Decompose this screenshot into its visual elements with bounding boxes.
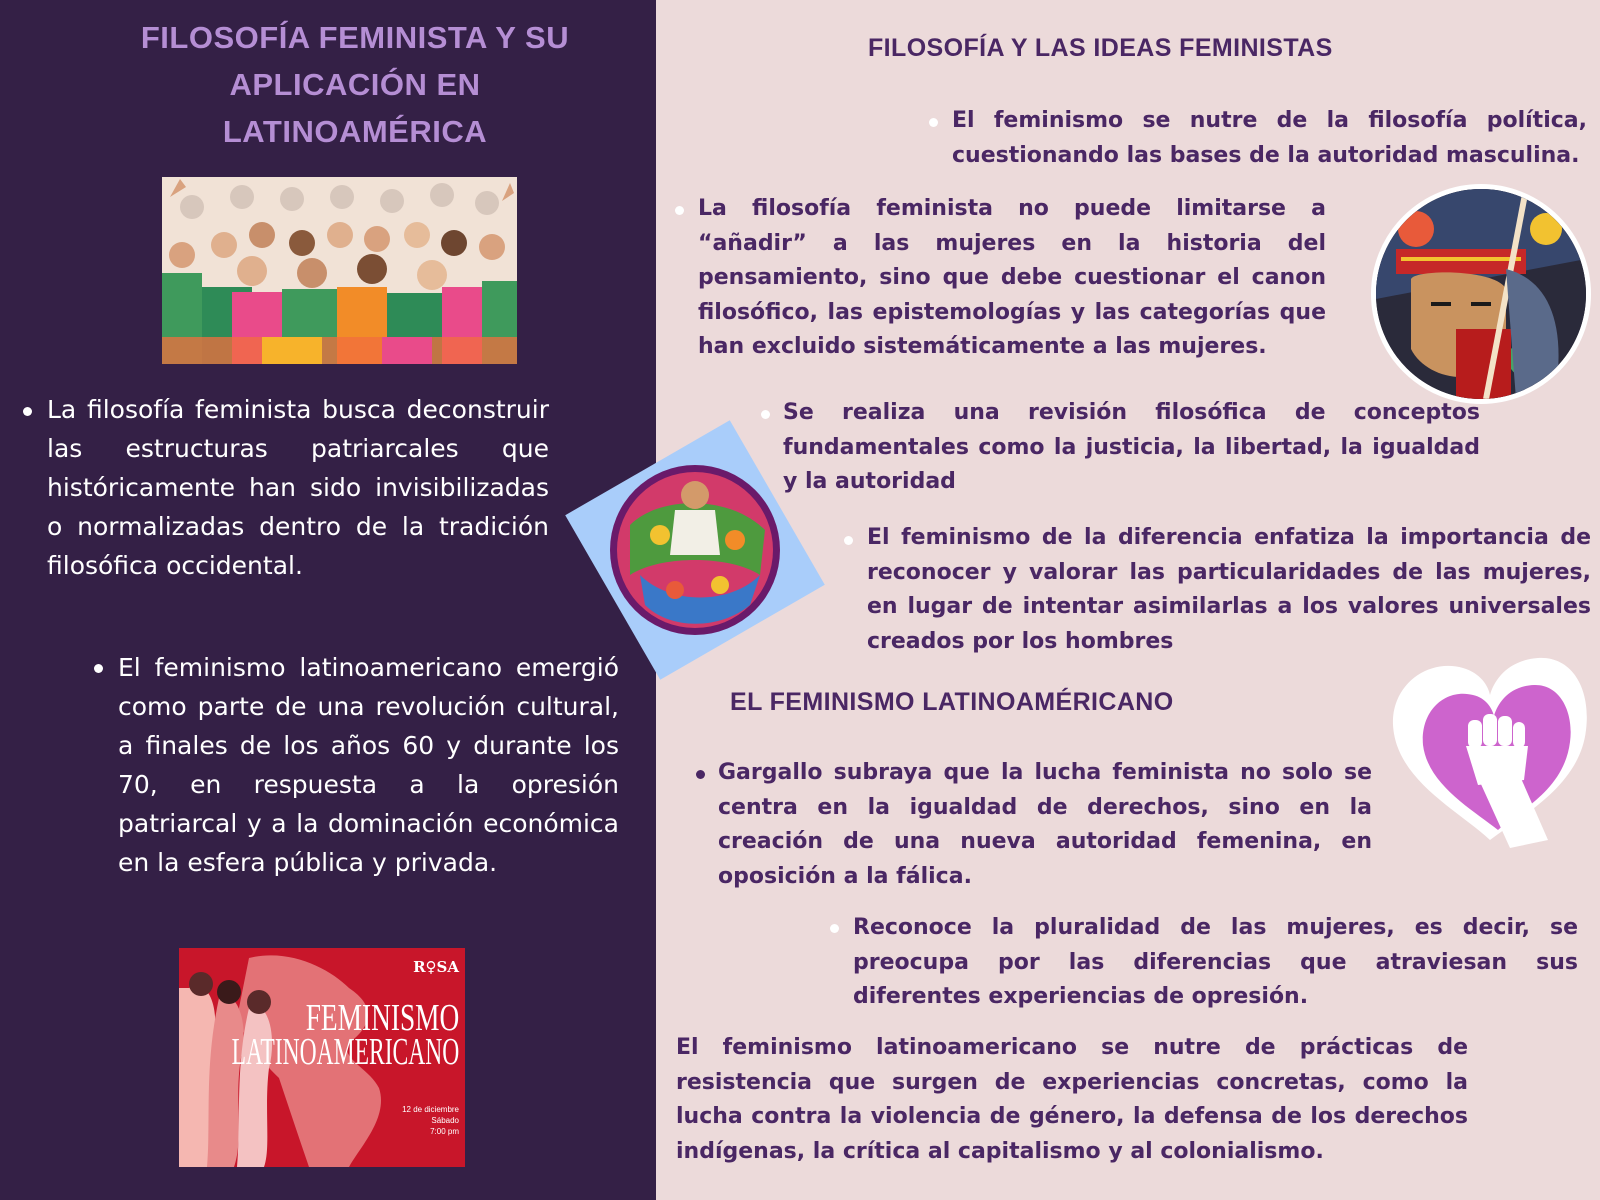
left-title-line: FILOSOFÍA FEMINISTA Y SU (140, 20, 570, 55)
right-bullet-3: Se realiza una revisión filosófica de conceptos fundamentales como la justicia, la libertad, la igualdad y la autoridad (783, 400, 1480, 494)
right-paragraph: El feminismo latinoamericano se nutre de prácticas de resistencia que surgen de experiencias concretas, como la lucha contra la violencia de género, la defensa de los derechos indígenas, la crítica al capitalismo y al colonialismo. (676, 1035, 1468, 1164)
poster-title-line1: FEMINISMO (305, 997, 459, 1039)
right-bullet-5: Gargallo subraya que la lucha feminista no solo se centra en la igualdad de derechos, sino en la creación de una nueva autoridad femenina, en oposición a la fálica. (718, 760, 1372, 889)
right-title-1: FILOSOFÍA Y LAS IDEAS FEMINISTAS (868, 34, 1333, 62)
right-title-2: EL FEMINISMO LATINOAMÉRICANO (730, 688, 1174, 716)
bullet-dot (94, 664, 103, 673)
left-bullet-1: La filosofía feminista busca deconstruir las estructuras patriarcales que históricamente han sido invisibilizadas o normalizadas dentro de la tradición filosófica occidental. (47, 395, 549, 580)
bullet-dot (23, 407, 32, 416)
left-bullet-2: El feminismo latinoamericano emergió como parte de una revolución cultural, a finales de los años 60 y durante los 70, en respuesta a la opresión patriarcal y a la dominación económica en la esfera pública y privada. (118, 653, 619, 877)
feminismo-latinoamericano-poster (179, 948, 465, 1167)
women-crowd-illustration (162, 177, 517, 364)
bullet-dot (761, 410, 770, 419)
poster-title-line2: LATINOAMERICANO (231, 1031, 459, 1073)
zapatista-woman-circle-image (1371, 184, 1591, 404)
poster-day: Sábado (431, 1116, 459, 1125)
poster-logo: R♀SA (413, 958, 459, 976)
left-title-line: LATINOAMÉRICA (222, 114, 488, 149)
right-bullet-4: El feminismo de la diferencia enfatiza la importancia de reconocer y valorar las particularidades de las mujeres, en lugar de intentar asimilarlas a los valores universales creados por los hombres (867, 525, 1591, 654)
bullet-dot (844, 536, 853, 545)
feminist-fist-heart-image (1388, 650, 1593, 850)
right-bullet-2: La filosofía feminista no puede limitarse a “añadir” a las mujeres en la historia del pensamiento, sino que debe cuestionar el canon filosófico, las epistemologías y las categorías que han excluido sistemáticamente a las mujeres. (698, 196, 1326, 359)
bullet-dot (929, 118, 938, 127)
left-title-line: APLICACIÓN EN (229, 67, 481, 102)
bullet-dot (675, 206, 684, 215)
left-title (60, 14, 650, 155)
bullet-dot (696, 770, 705, 779)
poster-date: 12 de diciembre (402, 1105, 459, 1114)
right-bullet-1: El feminismo se nutre de la filosofía política, cuestionando las bases de la autoridad masculina. (952, 108, 1587, 168)
poster-time: 7:00 pm (430, 1127, 459, 1136)
right-bullet-6: Reconoce la pluralidad de las mujeres, es decir, se preocupa por las diferencias que atraviesan sus diferentes experiencias de opresión. (853, 915, 1578, 1009)
bullet-dot (830, 924, 839, 933)
